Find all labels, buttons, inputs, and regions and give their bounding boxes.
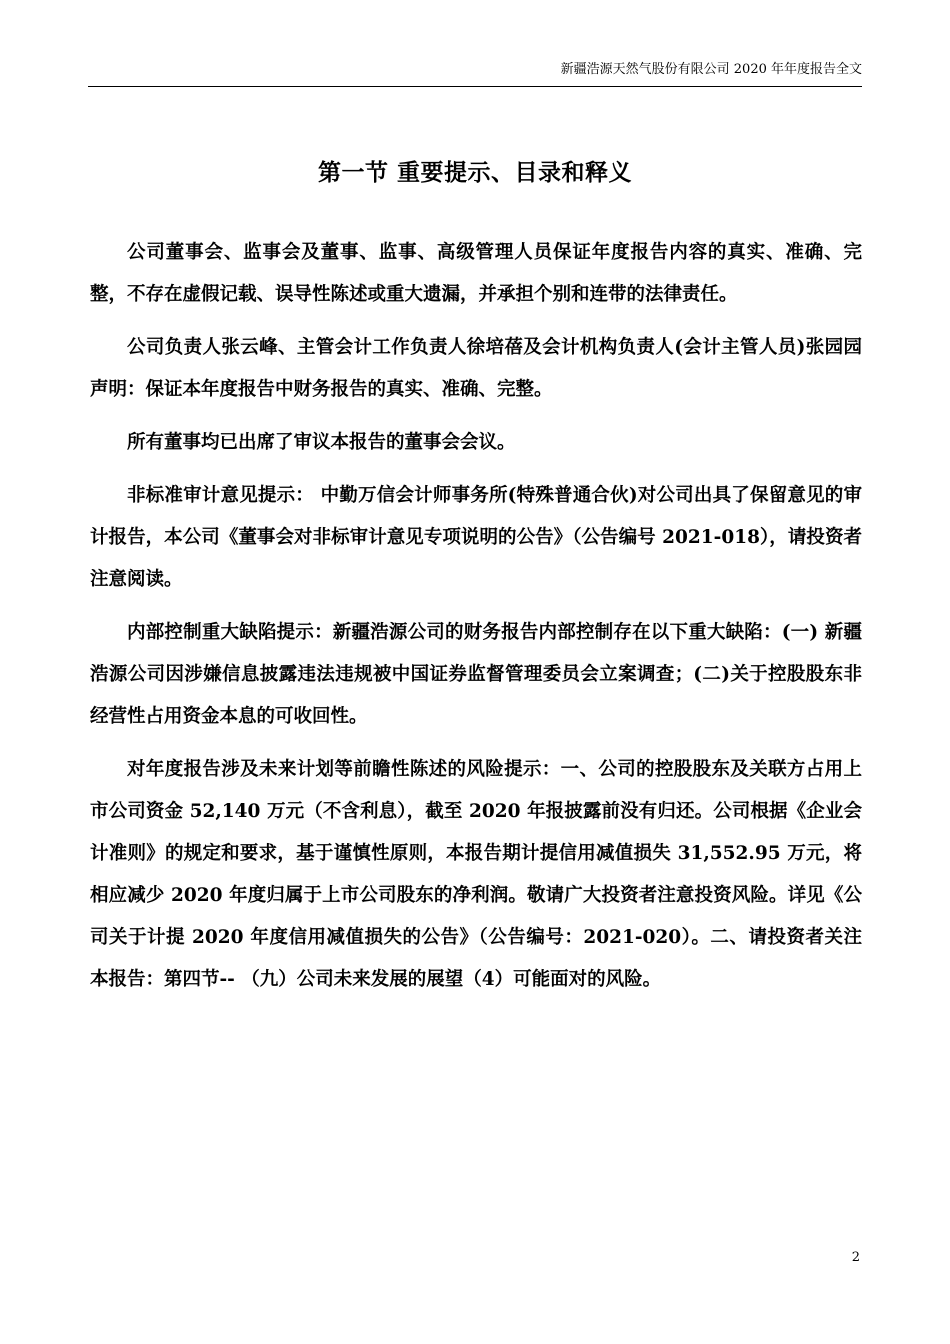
section-title: 第一节 重要提示、目录和释义 bbox=[317, 159, 632, 186]
page-number: 2 bbox=[851, 1250, 860, 1265]
page-header bbox=[88, 62, 862, 87]
paragraph-risk-notice: 对年度报告涉及未来计划等前瞻性陈述的风险提示：一、公司的控股股东及关联方占用上市公司资金 52,140 万元（不含利息），截至 2020 年报披露前没有归还。公司根据《企业会计准则》的规定和要求，基于谨慎性原则，本报告期计提信用减值损失 31,552.95 万元，将相应减少 2020 年度归属于上市公司股东的净利润。敬请广大投资者注意投资风险。详见《公司关于计提 2020 年度信用减值损失的公告》（公告编号：2021-020）。二、请投资者关注本报告：第四节-- （九）公司未来发展的展望（4）可能面对的风险。 bbox=[90, 759, 862, 990]
paragraph-internal-control: 内部控制重大缺陷提示：新疆浩源公司的财务报告内部控制存在以下重大缺陷：(一) 新疆浩源公司因涉嫌信息披露违法违规被中国证券监督管理委员会立案调查；(二)关于控股股东非经营性占用资金本息的可收回性。 bbox=[90, 622, 862, 727]
paragraph-responsibility: 公司董事会、监事会及董事、监事、高级管理人员保证年度报告内容的真实、准确、完整，不存在虚假记载、误导性陈述或重大遗漏，并承担个别和连带的法律责任。 bbox=[90, 242, 862, 305]
paragraph-declaration: 公司负责人张云峰、主管会计工作负责人徐培蓓及会计机构负责人(会计主管人员)张园园声明：保证本年度报告中财务报告的真实、准确、完整。 bbox=[90, 337, 862, 400]
paragraph-attendance: 所有董事均已出席了审议本报告的董事会会议。 bbox=[127, 432, 516, 453]
header-text: 新疆浩源天然气股份有限公司 2020 年年度报告全文 bbox=[560, 62, 862, 77]
body-content bbox=[90, 232, 862, 1012]
paragraph-audit-opinion: 非标准审计意见提示： 中勤万信会计师事务所(特殊普通合伙)对公司出具了保留意见的审计报告，本公司《董事会对非标审计意见专项说明的公告》（公告编号 2021-018），请投资者注意阅读。 bbox=[90, 485, 862, 590]
